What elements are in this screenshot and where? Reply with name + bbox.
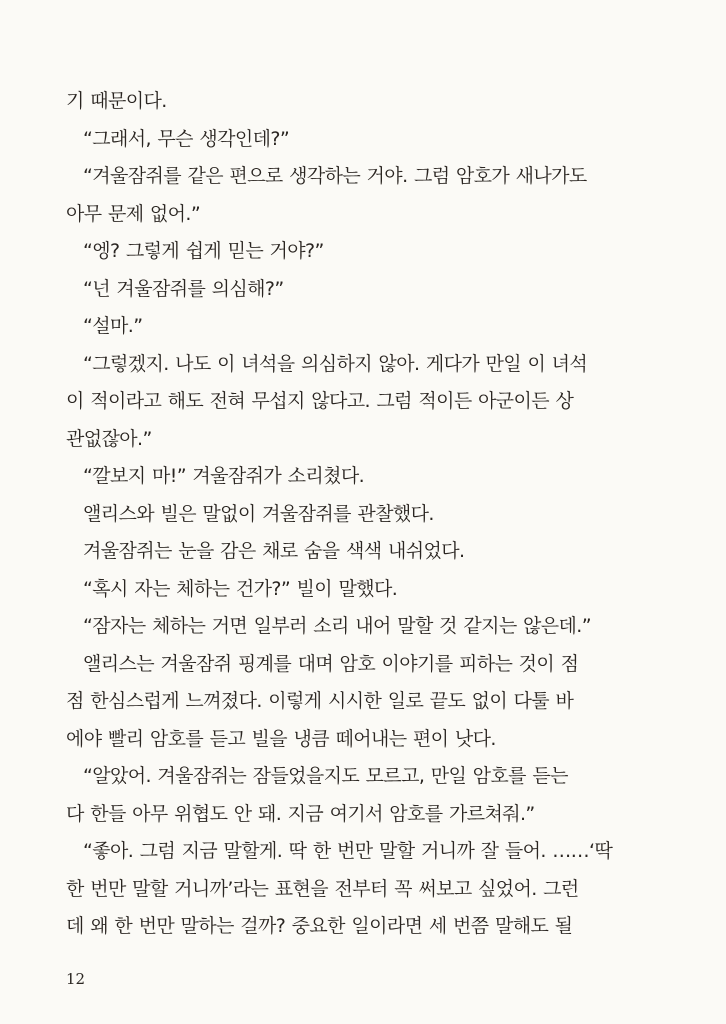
text-line: 겨울잠쥐는 눈을 감은 채로 숨을 색색 내쉬었다. [83,540,465,562]
text-line: “엥? 그렇게 쉽게 믿는 거야?” [83,240,324,262]
text-line: 앨리스와 빌은 말없이 겨울잠쥐를 관찰했다. [83,502,434,525]
text-line: “그래서, 무슨 생각인데?” [83,127,290,150]
text-line: “설마.” [83,315,143,337]
page-number: 12 [66,970,86,988]
text-line: “좋아. 그럼 지금 말할게. 딱 한 번만 말할 거니까 잘 들어. ……‘딱 [83,840,613,862]
text-line: 앨리스는 겨울잠쥐 핑계를 대며 암호 이야기를 피하는 것이 점 [83,652,579,675]
text-line: 다 한들 아무 위협도 안 돼. 지금 여기서 암호를 가르쳐줘.” [66,802,535,825]
text-line: 이 적이라고 해도 전혀 무섭지 않다고. 그럼 적이든 아군이든 상 [66,390,574,412]
body-text [66,83,676,946]
text-line: 에야 빨리 암호를 듣고 빌을 냉큼 떼어내는 편이 낫다. [66,727,496,750]
text-line: “알았어. 겨울잠쥐는 잠들었을지도 모르고, 만일 암호를 듣는 [83,765,568,787]
text-line: “깔보지 마!” 겨울잠쥐가 소리쳤다. [83,465,365,487]
text-line: 관없잖아.” [66,427,152,450]
text-line: “그렇겠지. 나도 이 녀석을 의심하지 않아. 게다가 만일 이 녀석 [83,352,588,375]
text-line: 점 한심스럽게 느껴졌다. 이렇게 시시한 일로 끝도 없이 다툴 바 [66,690,574,712]
text-line: “혹시 자는 체하는 건가?” 빌이 말했다. [83,577,398,600]
text-line: “겨울잠쥐를 같은 편으로 생각하는 거야. 그럼 암호가 새나가도 [83,165,587,187]
text-line: “넌 겨울잠쥐를 의심해?” [83,277,284,300]
text-line: 아무 문제 없어.” [66,202,201,225]
text-line: 기 때문이다. [66,90,167,112]
text-line: “잠자는 체하는 거면 일부러 소리 내어 말할 것 같지는 않은데.” [83,615,591,637]
text-line: 데 왜 한 번만 말하는 걸까? 중요한 일이라면 세 번쯤 말해도 될 [66,915,573,937]
text-line: 한 번만 말할 거니까’라는 표현을 전부터 꼭 써보고 싶었어. 그런 [66,877,579,900]
